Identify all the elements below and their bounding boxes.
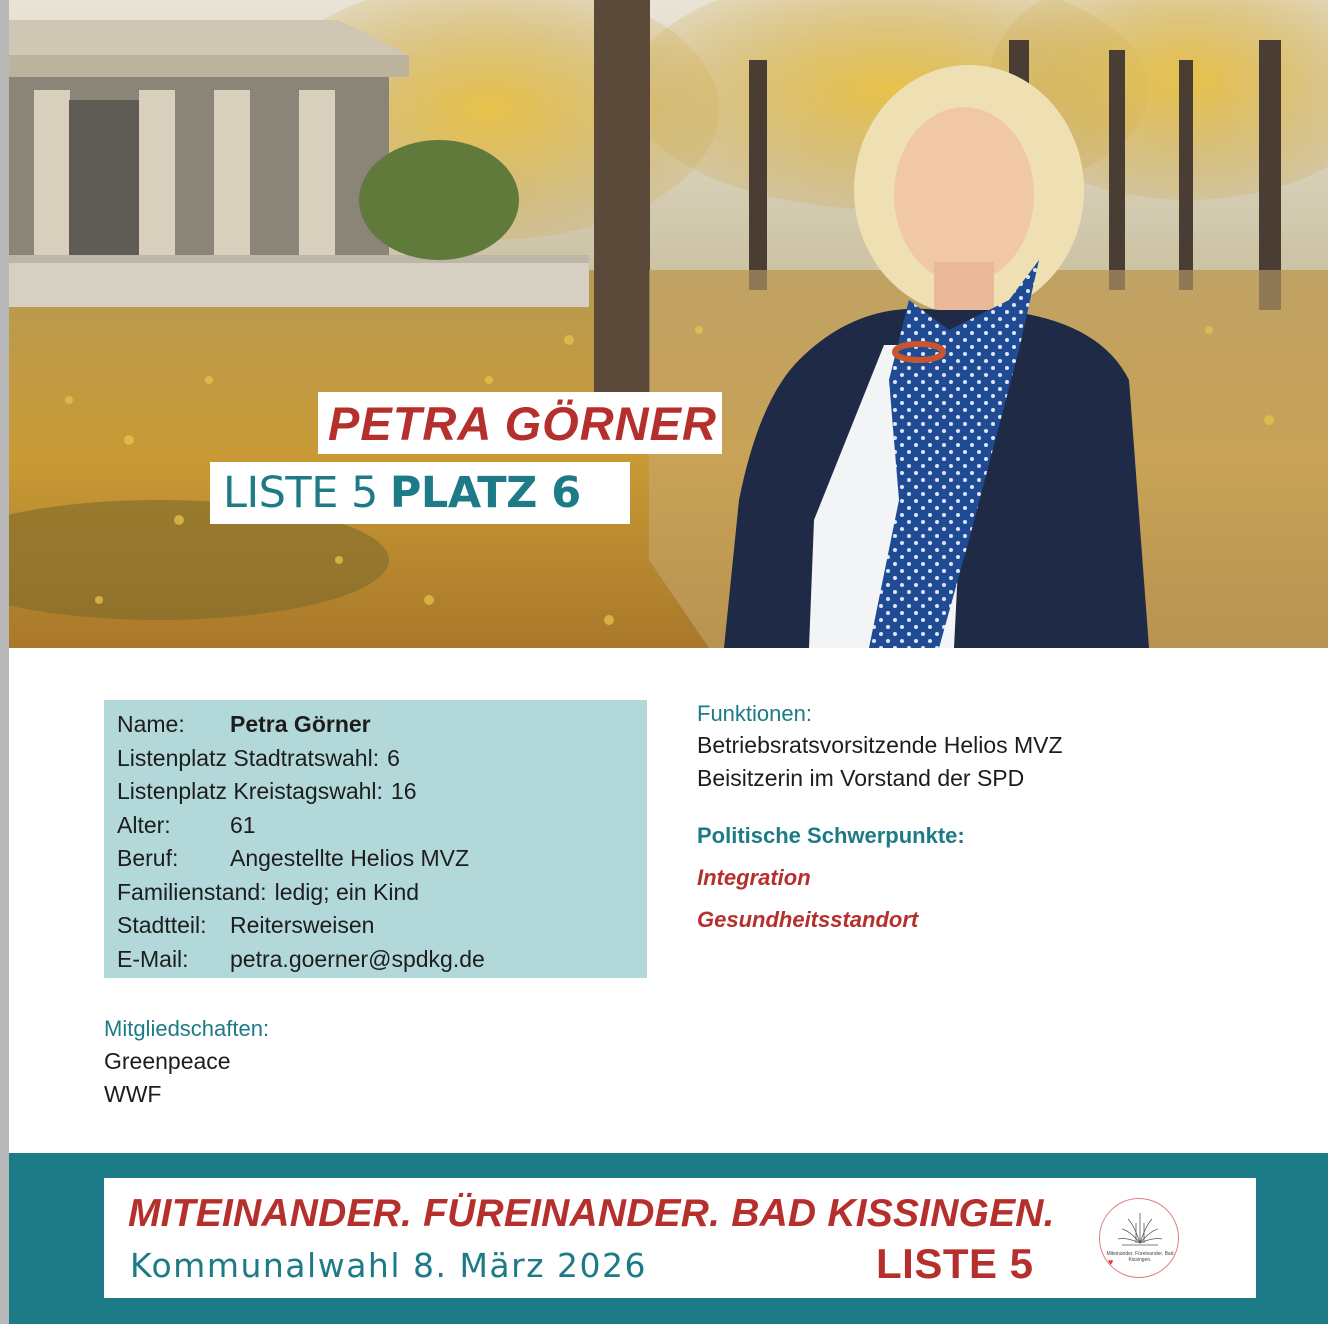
profile-row-stadtrat (117, 742, 647, 776)
profile-value: Reitersweisen (230, 912, 375, 939)
platz-label: PLATZ 6 (389, 468, 581, 518)
profile-row-district (117, 909, 647, 943)
profile-label: Familienstand: (117, 878, 267, 905)
candidate-name: PETRA GÖRNER (328, 396, 717, 450)
profile-label: Stadtteil: (117, 912, 207, 939)
profile-label: Alter: (117, 811, 171, 838)
campaign-logo (1099, 1198, 1179, 1278)
candidate-name-banner (318, 392, 722, 454)
park-scene-illustration (9, 0, 1328, 648)
profile-row-age (117, 809, 647, 843)
profile-email-value: petra.goerner@spdkg.de (230, 945, 485, 972)
profile-label: Listenplatz Kreistagswahl: (117, 778, 383, 805)
profile-info-box (104, 700, 647, 978)
profile-label: Listenplatz Stadtratswahl: (117, 744, 380, 771)
functions-heading: Funktionen: (697, 701, 812, 726)
function-item: Beisitzerin im Vorstand der SPD (697, 765, 1025, 791)
campaign-slogan: MITEINANDER. FÜREINANDER. BAD KISSINGEN. (128, 1192, 1055, 1235)
profile-label: Name: (117, 711, 185, 738)
profile-value: ledig; ein Kind (274, 878, 420, 905)
logo-text: Miteinander. Füreinander. Bad Kissingen. (1106, 1251, 1174, 1263)
memberships-heading: Mitgliedschaften: (104, 1016, 270, 1041)
list-position-banner (210, 462, 630, 524)
profile-row-occupation (117, 842, 647, 876)
membership-item: WWF (104, 1081, 162, 1107)
function-item: Betriebsratsvorsitzende Helios MVZ (697, 732, 1063, 758)
candidate-photo (9, 0, 1328, 648)
profile-value: 6 (387, 744, 400, 771)
liste-label: LISTE 5 (223, 468, 378, 518)
focus-heading: Politische Schwerpunkte: (697, 823, 965, 848)
profile-row-family (117, 876, 647, 910)
profile-value: 61 (230, 811, 256, 838)
heart-icon: ♥ (1108, 1257, 1114, 1267)
footer-card (104, 1178, 1256, 1298)
focus-item: Integration (697, 865, 811, 890)
membership-item: Greenpeace (104, 1048, 231, 1074)
profile-value: 16 (390, 778, 417, 805)
profile-label: E-Mail: (117, 945, 189, 972)
candidate-flyer-page (9, 0, 1328, 1324)
footer-liste-label: LISTE 5 (876, 1240, 1034, 1287)
election-date: Kommunalwahl 8. März 2026 (130, 1246, 648, 1285)
profile-row-name (117, 708, 647, 742)
profile-label: Beruf: (117, 845, 179, 872)
profile-value: Angestellte Helios MVZ (230, 845, 470, 872)
profile-row-kreistag (117, 775, 647, 809)
profile-row-email (117, 943, 647, 977)
focus-item: Gesundheitsstandort (697, 907, 919, 932)
profile-value: Petra Görner (230, 711, 371, 738)
